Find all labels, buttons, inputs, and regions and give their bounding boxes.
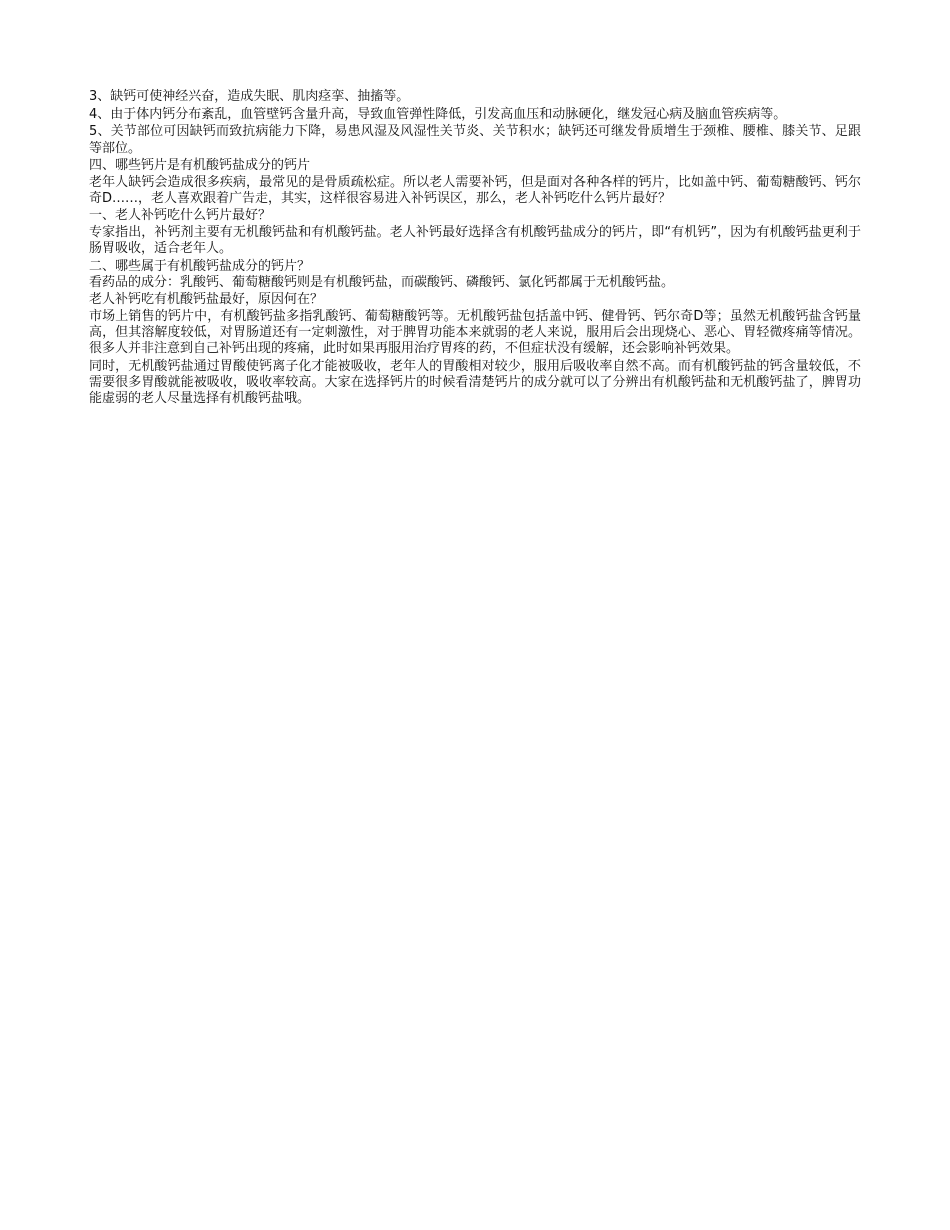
paragraph-symptom-5: 5、关节部位可因缺钙而致抗病能力下降，易患风湿及风湿性关节炎、关节积水；缺钙还可继发骨质增生于颈椎、腰椎、膝关节、足跟等部位。 [89, 124, 861, 156]
question-heading-which-organic: 二、哪些属于有机酸钙盐成分的钙片？ [89, 258, 311, 274]
paragraph-symptom-4: 4、由于体内钙分布紊乱，血管壁钙含量升高，导致血管弹性降低，引发高血压和动脉硬化，继发冠心病及脑血管疾病等。 [89, 106, 787, 122]
paragraph-expert-advice: 专家指出，补钙剂主要有无机酸钙盐和有机酸钙盐。老人补钙最好选择含有机酸钙盐成分的钙片，即“有机钙”，因为有机酸钙盐更利于肠胃吸收，适合老年人。 [89, 224, 861, 256]
question-heading-why-organic: 老人补钙吃有机酸钙盐最好，原因何在？ [89, 292, 324, 308]
paragraph-absorption: 同时，无机酸钙盐通过胃酸使钙离子化才能被吸收，老年人的胃酸相对较少，服用后吸收率自然不高。而有机酸钙盐的钙含量较低，不需要很多胃酸就能被吸收，吸收率较高。大家在选择钙片的时候看清楚钙片的成分就可以了分辨出有机酸钙盐和无机酸钙盐了，脾胃功能虚弱的老人尽量选择有机酸钙盐哦。 [89, 358, 861, 407]
question-heading-best-tablet: 一、老人补钙吃什么钙片最好？ [89, 208, 272, 224]
paragraph-intro: 老年人缺钙会造成很多疾病，最常见的是骨质疏松症。所以老人需要补钙，但是面对各种各样的钙片，比如盖中钙、葡萄糖酸钙、钙尔奇D……，老人喜欢跟着广告走，其实，这样很容易进入补钙误区，那么，老人补钙吃什么钙片最好？ [89, 174, 861, 206]
paragraph-ingredients: 看药品的成分：乳酸钙、葡萄糖酸钙则是有机酸钙盐，而碳酸钙、磷酸钙、氯化钙都属于无机酸钙盐。 [89, 274, 675, 290]
paragraph-market: 市场上销售的钙片中，有机酸钙盐多指乳酸钙、葡萄糖酸钙等。无机酸钙盐包括盖中钙、健骨钙、钙尔奇D等；虽然无机酸钙盐含钙量高，但其溶解度较低，对胃肠道还有一定刺激性，对于脾胃功能本来就弱的老人来说，服用后会出现烧心、恶心、胃轻微疼痛等情况。很多人并非注意到自己补钙出现的疼痛，此时如果再服用治疗胃疼的药，不但症状没有缓解，还会影响补钙效果。 [89, 308, 861, 357]
paragraph-symptom-3: 3、缺钙可使神经兴奋，造成失眠、肌肉痉挛、抽搐等。 [89, 89, 410, 104]
document-body [89, 89, 861, 409]
section-heading-organic-calcium: 四、哪些钙片是有机酸钙盐成分的钙片 [89, 158, 311, 174]
